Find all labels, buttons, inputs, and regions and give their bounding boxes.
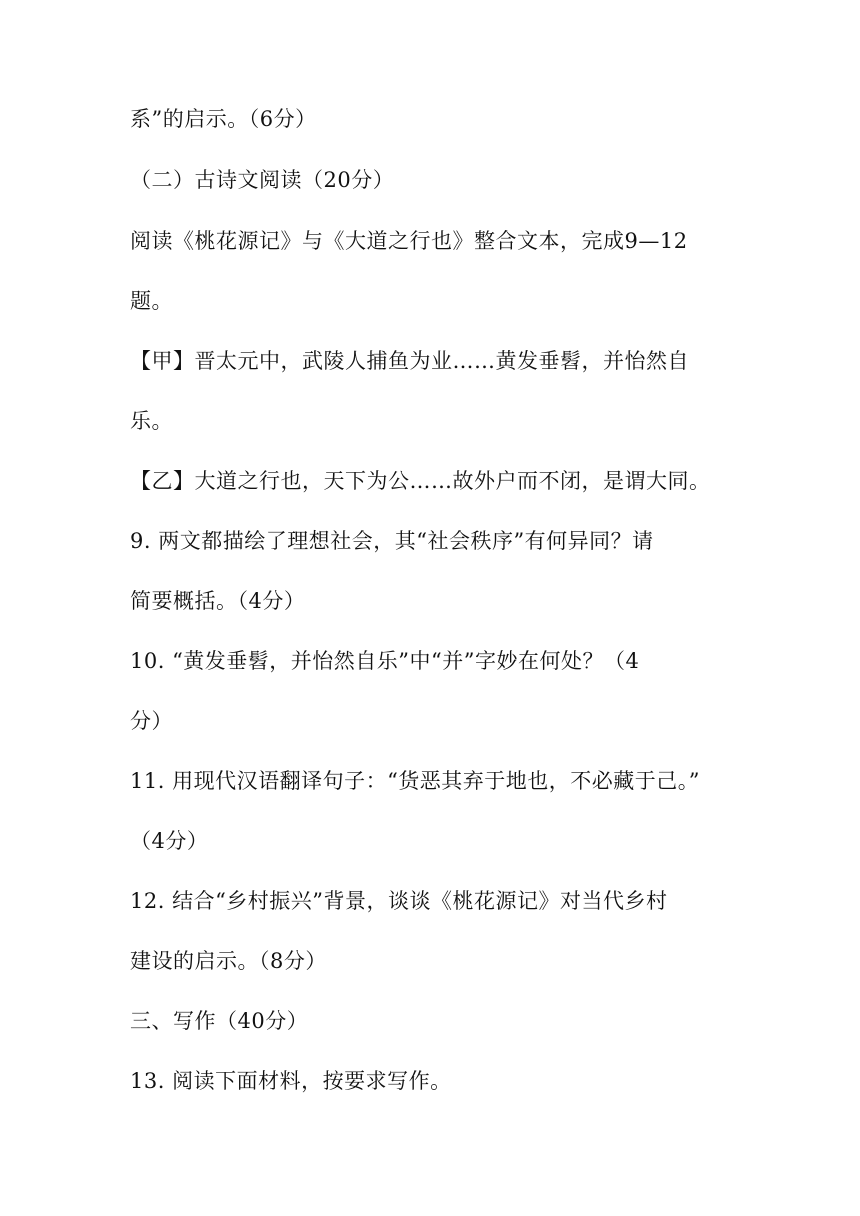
- section-heading-writing: 三、写作（40分）: [130, 1009, 309, 1033]
- section-heading-classical: （二）古诗文阅读（20分）: [130, 168, 395, 192]
- question-12: 12. 结合“乡村振兴”背景，谈谈《桃花源记》对当代乡村: [130, 889, 668, 913]
- text-line-6: 乐。: [130, 409, 173, 433]
- text-line-7: 【乙】大道之行也，天下为公……故外户而不闭，是谓大同。: [130, 469, 711, 493]
- text-line-13: （4分）: [130, 829, 209, 853]
- question-9: 9. 两文都描绘了理想社会，其“社会秩序”有何异同？请: [130, 529, 654, 553]
- question-11: 11. 用现代汉语翻译句子：“货恶其弃于地也，不必藏于己。”: [130, 769, 701, 793]
- text-line-15: 建设的启示。（8分）: [130, 949, 327, 973]
- question-10: 10. “黄发垂髫，并怡然自乐”中“并”字妙在何处？（4: [130, 649, 640, 673]
- text-line-1: 系”的启示。（6分）: [130, 107, 317, 131]
- question-13: 13. 阅读下面材料，按要求写作。: [130, 1069, 452, 1093]
- text-line-9: 简要概括。（4分）: [130, 589, 306, 613]
- text-line-3: 阅读《桃花源记》与《大道之行也》整合文本，完成9—12: [130, 229, 688, 253]
- text-line-11: 分）: [130, 709, 173, 733]
- text-line-5: 【甲】晋太元中，武陵人捕鱼为业……黄发垂髫，并怡然自: [130, 349, 689, 373]
- text-line-4: 题。: [130, 289, 173, 313]
